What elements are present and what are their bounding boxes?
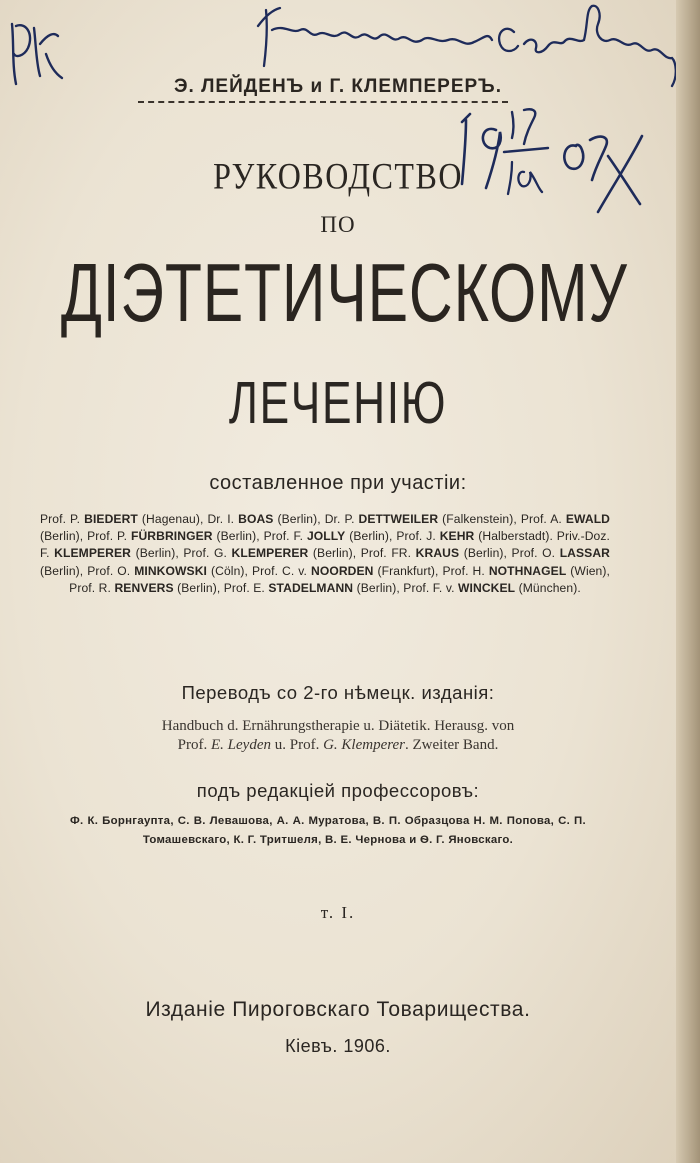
contributor-place: (Berlin),	[353, 580, 404, 595]
editors-list: Ф. К. Борнгаупта, С. В. Левашова, А. А. Муратова, В. П. Образцова Н. М. Попова, С. П. Томашевскаго, К. Г. Тритшеля, В. Е. Чернова и Ѳ. Г. Яновскаго.	[70, 815, 586, 846]
city-year: Кіевъ. 1906.	[285, 1036, 391, 1056]
contributor-name: DETTWEILER	[358, 512, 439, 526]
contributor-title: Prof. P.	[40, 512, 85, 526]
contributor-place: (Berlin),	[308, 546, 361, 561]
publisher: Изданіе Пироговскаго Товарищества.	[145, 998, 531, 1021]
contributor-place: (Falkenstein),	[438, 512, 521, 526]
contributor-title: Prof. FR.	[360, 546, 416, 561]
contributor-name: WINCKEL	[458, 580, 516, 595]
original-title-prof: Prof.	[177, 737, 211, 753]
contributor-name: NOORDEN	[311, 563, 374, 578]
contributor-place: (Berlin),	[212, 529, 264, 544]
contributor-name: STADELMANN	[268, 580, 354, 595]
compiled-note: составленное при участіи:	[209, 472, 467, 494]
contributor	[40, 512, 207, 526]
title-line-4: ЛЕЧЕНІЮ	[228, 370, 448, 436]
contributor	[264, 529, 397, 543]
contributor-title: Prof. C. v.	[251, 563, 311, 578]
contributor-title: Prof. J.	[396, 529, 440, 544]
contributor-place: (Berlin),	[131, 546, 184, 561]
contributor	[325, 512, 521, 526]
contributor-place: (Berlin),	[173, 580, 224, 595]
contributor-title: Prof. H.	[442, 563, 489, 578]
contributor	[403, 581, 581, 595]
contributor	[443, 564, 610, 578]
contributor-title: Dr. I.	[207, 512, 239, 526]
contributor	[69, 581, 224, 595]
contributor-name: BIEDERT	[84, 512, 138, 526]
contributor-title: Prof. P.	[87, 529, 131, 544]
contributor-place: (Frankfurt),	[373, 563, 443, 578]
original-title-mid: u. Prof.	[270, 737, 324, 753]
original-title-tail: . Zweiter Band.	[405, 737, 499, 753]
contributor-title: Prof. F. v.	[403, 580, 459, 595]
contributor	[396, 529, 556, 543]
contributor-place: (Halberstadt).	[474, 529, 557, 544]
contributor-name: KRAUS	[415, 546, 460, 561]
contributor-name: NOTHNAGEL	[488, 563, 567, 578]
contributor-name: RENVERS	[114, 580, 174, 595]
original-title-author-2: G. Klemperer	[323, 737, 406, 753]
contributor-title: Prof. F.	[263, 529, 307, 544]
contributor-place: (Berlin),	[273, 512, 325, 526]
contributor	[252, 564, 443, 578]
contributor	[207, 512, 324, 526]
contributor	[183, 546, 360, 560]
contributor-title: Prof. O.	[87, 563, 135, 578]
contributor-place: (Hagenau),	[137, 512, 208, 526]
page-edge	[676, 0, 700, 1163]
contributor-title: Prof. G.	[183, 546, 232, 561]
contributor-name: EWALD	[565, 512, 611, 526]
contributor-title: Prof. E.	[223, 580, 269, 595]
original-title-line-2	[0, 736, 676, 755]
volume-number: т. I.	[320, 903, 356, 922]
editors-heading: подъ редакціей профессоровъ:	[196, 780, 480, 801]
contributor-place: (Cöln),	[207, 563, 252, 578]
contributor-name: LASSAR	[559, 546, 611, 561]
original-title-line-1: Handbuch d. Ernährungstherapie u. Diätetik. Herausg. von	[161, 718, 515, 734]
contributors-list	[40, 511, 610, 597]
contributor-title: Prof. A.	[520, 512, 566, 526]
contributor-name: JOLLY	[306, 529, 346, 544]
contributor-place: (München).	[515, 580, 581, 595]
contributor-name: KEHR	[439, 529, 475, 544]
contributor-place: (Wien),	[566, 563, 610, 578]
original-title	[0, 717, 676, 755]
title-line-1: РУКОВОДСТВО	[213, 155, 463, 197]
contributor-name: FÜRBRINGER	[130, 529, 213, 544]
authors-underline	[138, 101, 508, 103]
original-title-author-1: E. Leyden	[211, 737, 271, 753]
authors-line: Э. ЛЕЙДЕНЪ и Г. КЛЕМПЕРЕРЪ.	[174, 76, 502, 97]
contributor-title: Priv.-Doz. F.	[40, 529, 610, 561]
contributor-place: (Berlin),	[459, 546, 512, 561]
contributor	[361, 546, 512, 560]
contributor-name: KLEMPERER	[54, 546, 132, 561]
contributor-title: Dr. P.	[324, 512, 359, 526]
contributor-title: Prof. O.	[511, 546, 560, 561]
contributor-place: (Berlin),	[40, 529, 88, 544]
contributor	[224, 581, 404, 595]
contributor-place: (Berlin),	[40, 563, 88, 578]
contributor	[87, 529, 263, 543]
contributor-title: Prof. R.	[69, 580, 115, 595]
contributor-name: KLEMPERER	[231, 546, 309, 561]
contributor	[87, 564, 252, 578]
title-line-3: ДІЭТЕТИЧЕСКОМУ	[60, 246, 628, 339]
translation-note: Переводъ со 2-го нѣмецк. изданія:	[181, 682, 495, 703]
contributor-name: BOAS	[238, 512, 274, 526]
contributor-place: (Berlin),	[345, 529, 397, 544]
title-line-2: ПО	[320, 212, 356, 237]
contributor-name: MINKOWSKI	[134, 563, 208, 578]
